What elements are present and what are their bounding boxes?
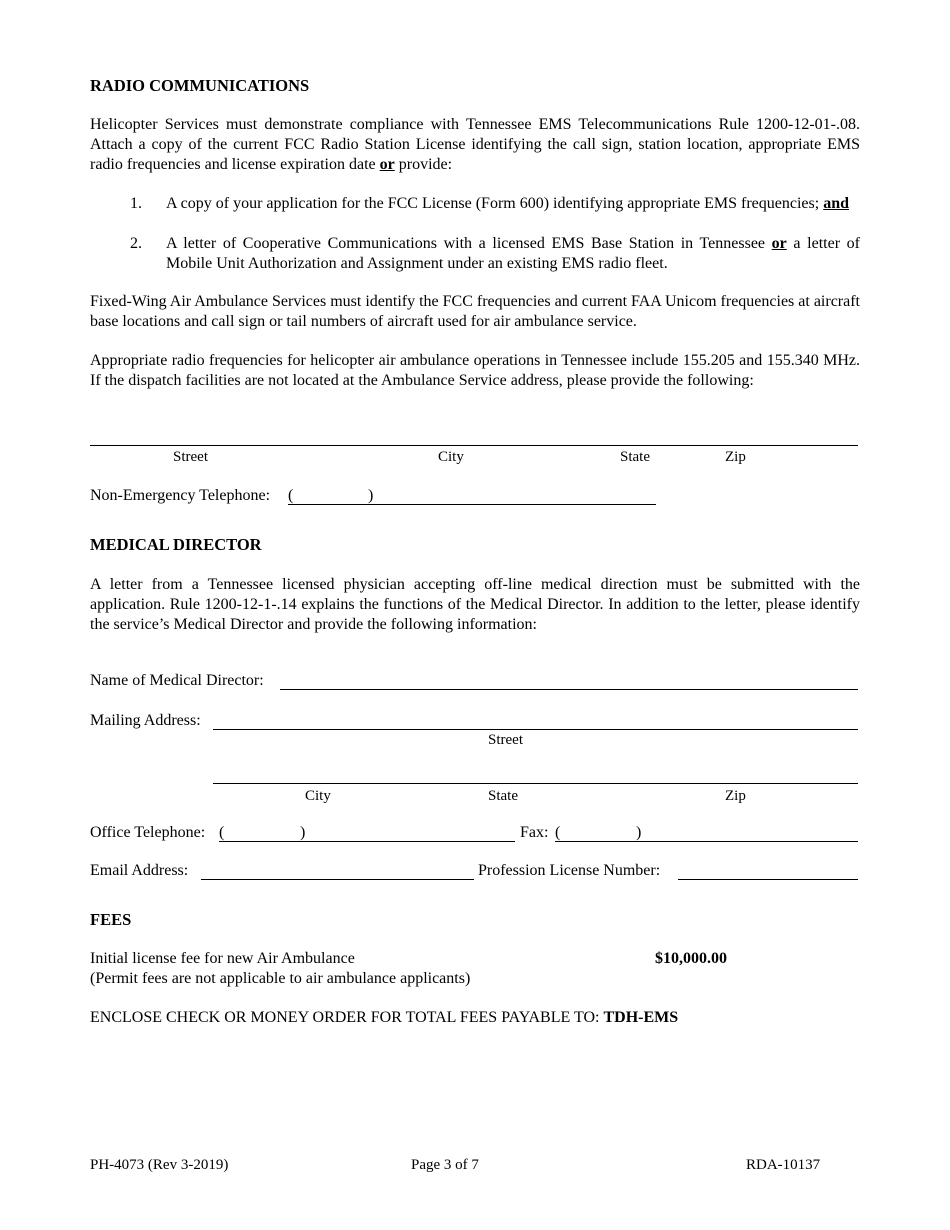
fax-label: Fax: xyxy=(520,824,549,841)
fees-line-2: (Permit fees are not applicable to air ambulance applicants) xyxy=(90,970,471,987)
fee-amount: $10,000.00 xyxy=(655,950,727,967)
dispatch-street-label: Street xyxy=(173,449,208,465)
medical-director-name-field[interactable] xyxy=(280,689,858,690)
dispatch-zip-label: Zip xyxy=(725,449,746,465)
list-item-tail: a letter of Mobile Unit Authorization and Assignment under an existing EMS radio fleet. xyxy=(166,235,860,272)
fax-paren-open: ( xyxy=(555,824,561,841)
dispatch-city-label: City xyxy=(438,449,464,465)
list-item-body: A copy of your application for the FCC License (Form 600) identifying appropriate EMS frequencies; xyxy=(166,195,824,212)
radio-heading: RADIO COMMUNICATIONS xyxy=(90,76,310,95)
list-item xyxy=(130,194,860,234)
radio-intro-or: or xyxy=(379,156,395,173)
fees-line-1: Initial license fee for new Air Ambulance xyxy=(90,950,355,967)
mailing-city-state-zip-field[interactable] xyxy=(213,783,858,784)
footer-rda: RDA-10137 xyxy=(746,1157,821,1173)
office-telephone-label: Office Telephone: xyxy=(90,824,206,841)
fax-paren-close: ) xyxy=(636,824,642,841)
list-item-number: 2. xyxy=(130,235,142,252)
list-item-body: A letter of Cooperative Communications with a licensed EMS Base Station in Tennessee xyxy=(166,235,772,252)
office-telephone-paren-open: ( xyxy=(219,824,225,841)
mailing-street-label: Street xyxy=(488,732,523,748)
list-item-emph: or xyxy=(771,235,787,252)
mailing-zip-label: Zip xyxy=(725,788,746,804)
fee-payee: TDH-EMS xyxy=(603,1009,679,1026)
non-emergency-phone-field[interactable] xyxy=(288,504,656,505)
profession-license-label: Profession License Number: xyxy=(478,862,661,879)
office-telephone-paren-close: ) xyxy=(300,824,306,841)
non-emergency-paren-close: ) xyxy=(368,487,374,504)
footer-form-id: PH-4073 (Rev 3-2019) xyxy=(90,1157,229,1173)
fixed-wing-paragraph: Fixed-Wing Air Ambulance Services must identify the FCC frequencies and current FAA Unicom frequencies at aircraft base locations and call sign or tail numbers of aircraft used for air ambulance service. xyxy=(90,293,860,330)
non-emergency-label: Non-Emergency Telephone: xyxy=(90,487,271,504)
list-item-number: 1. xyxy=(130,195,142,212)
medical-director-name-label: Name of Medical Director: xyxy=(90,672,264,689)
frequencies-paragraph: Appropriate radio frequencies for helicopter air ambulance operations in Tennessee include 155.205 and 155.340 MHz. If the dispatch facilities are not located at the Ambulance Service address, please provide the following: xyxy=(90,352,860,389)
fees-heading: FEES xyxy=(90,910,132,929)
email-address-field[interactable] xyxy=(201,879,474,880)
enclose-instruction xyxy=(90,1009,678,1027)
fax-field[interactable] xyxy=(555,841,858,842)
radio-intro-text: Helicopter Services must demonstrate compliance with Tennessee EMS Telecommunications Rule 1200-12-01-.08. Attach a copy of the current FCC Radio Station License identifying the call sign, station location, appropriate EMS radio frequencies and license expiration date xyxy=(90,116,860,173)
footer-page-number: Page 3 of 7 xyxy=(411,1157,479,1173)
dispatch-state-label: State xyxy=(620,449,650,465)
list-item-emph: and xyxy=(823,195,849,212)
mailing-state-label: State xyxy=(488,788,518,804)
enclose-text: ENCLOSE CHECK OR MONEY ORDER FOR TOTAL FEES PAYABLE TO: xyxy=(90,1009,604,1026)
dispatch-address-line[interactable] xyxy=(90,445,858,446)
non-emergency-paren-open: ( xyxy=(288,487,294,504)
mailing-street-field[interactable] xyxy=(213,729,858,730)
medical-heading: MEDICAL DIRECTOR xyxy=(90,535,262,554)
radio-intro xyxy=(90,115,860,175)
medical-intro: A letter from a Tennessee licensed physician accepting off-line medical direction must be submitted with the application. Rule 1200-12-1-.14 explains the functions of the Medical Director. In addition to the letter, please identify the service’s Medical Director and provide the following information: xyxy=(90,576,860,633)
list-item xyxy=(130,234,860,274)
radio-intro-tail: provide: xyxy=(394,156,453,173)
profession-license-field[interactable] xyxy=(678,879,858,880)
mailing-address-label: Mailing Address: xyxy=(90,712,201,729)
list-item-text xyxy=(166,194,860,214)
list-item-text xyxy=(166,234,860,274)
email-address-label: Email Address: xyxy=(90,862,189,879)
mailing-city-label: City xyxy=(305,788,331,804)
office-telephone-field[interactable] xyxy=(219,841,515,842)
